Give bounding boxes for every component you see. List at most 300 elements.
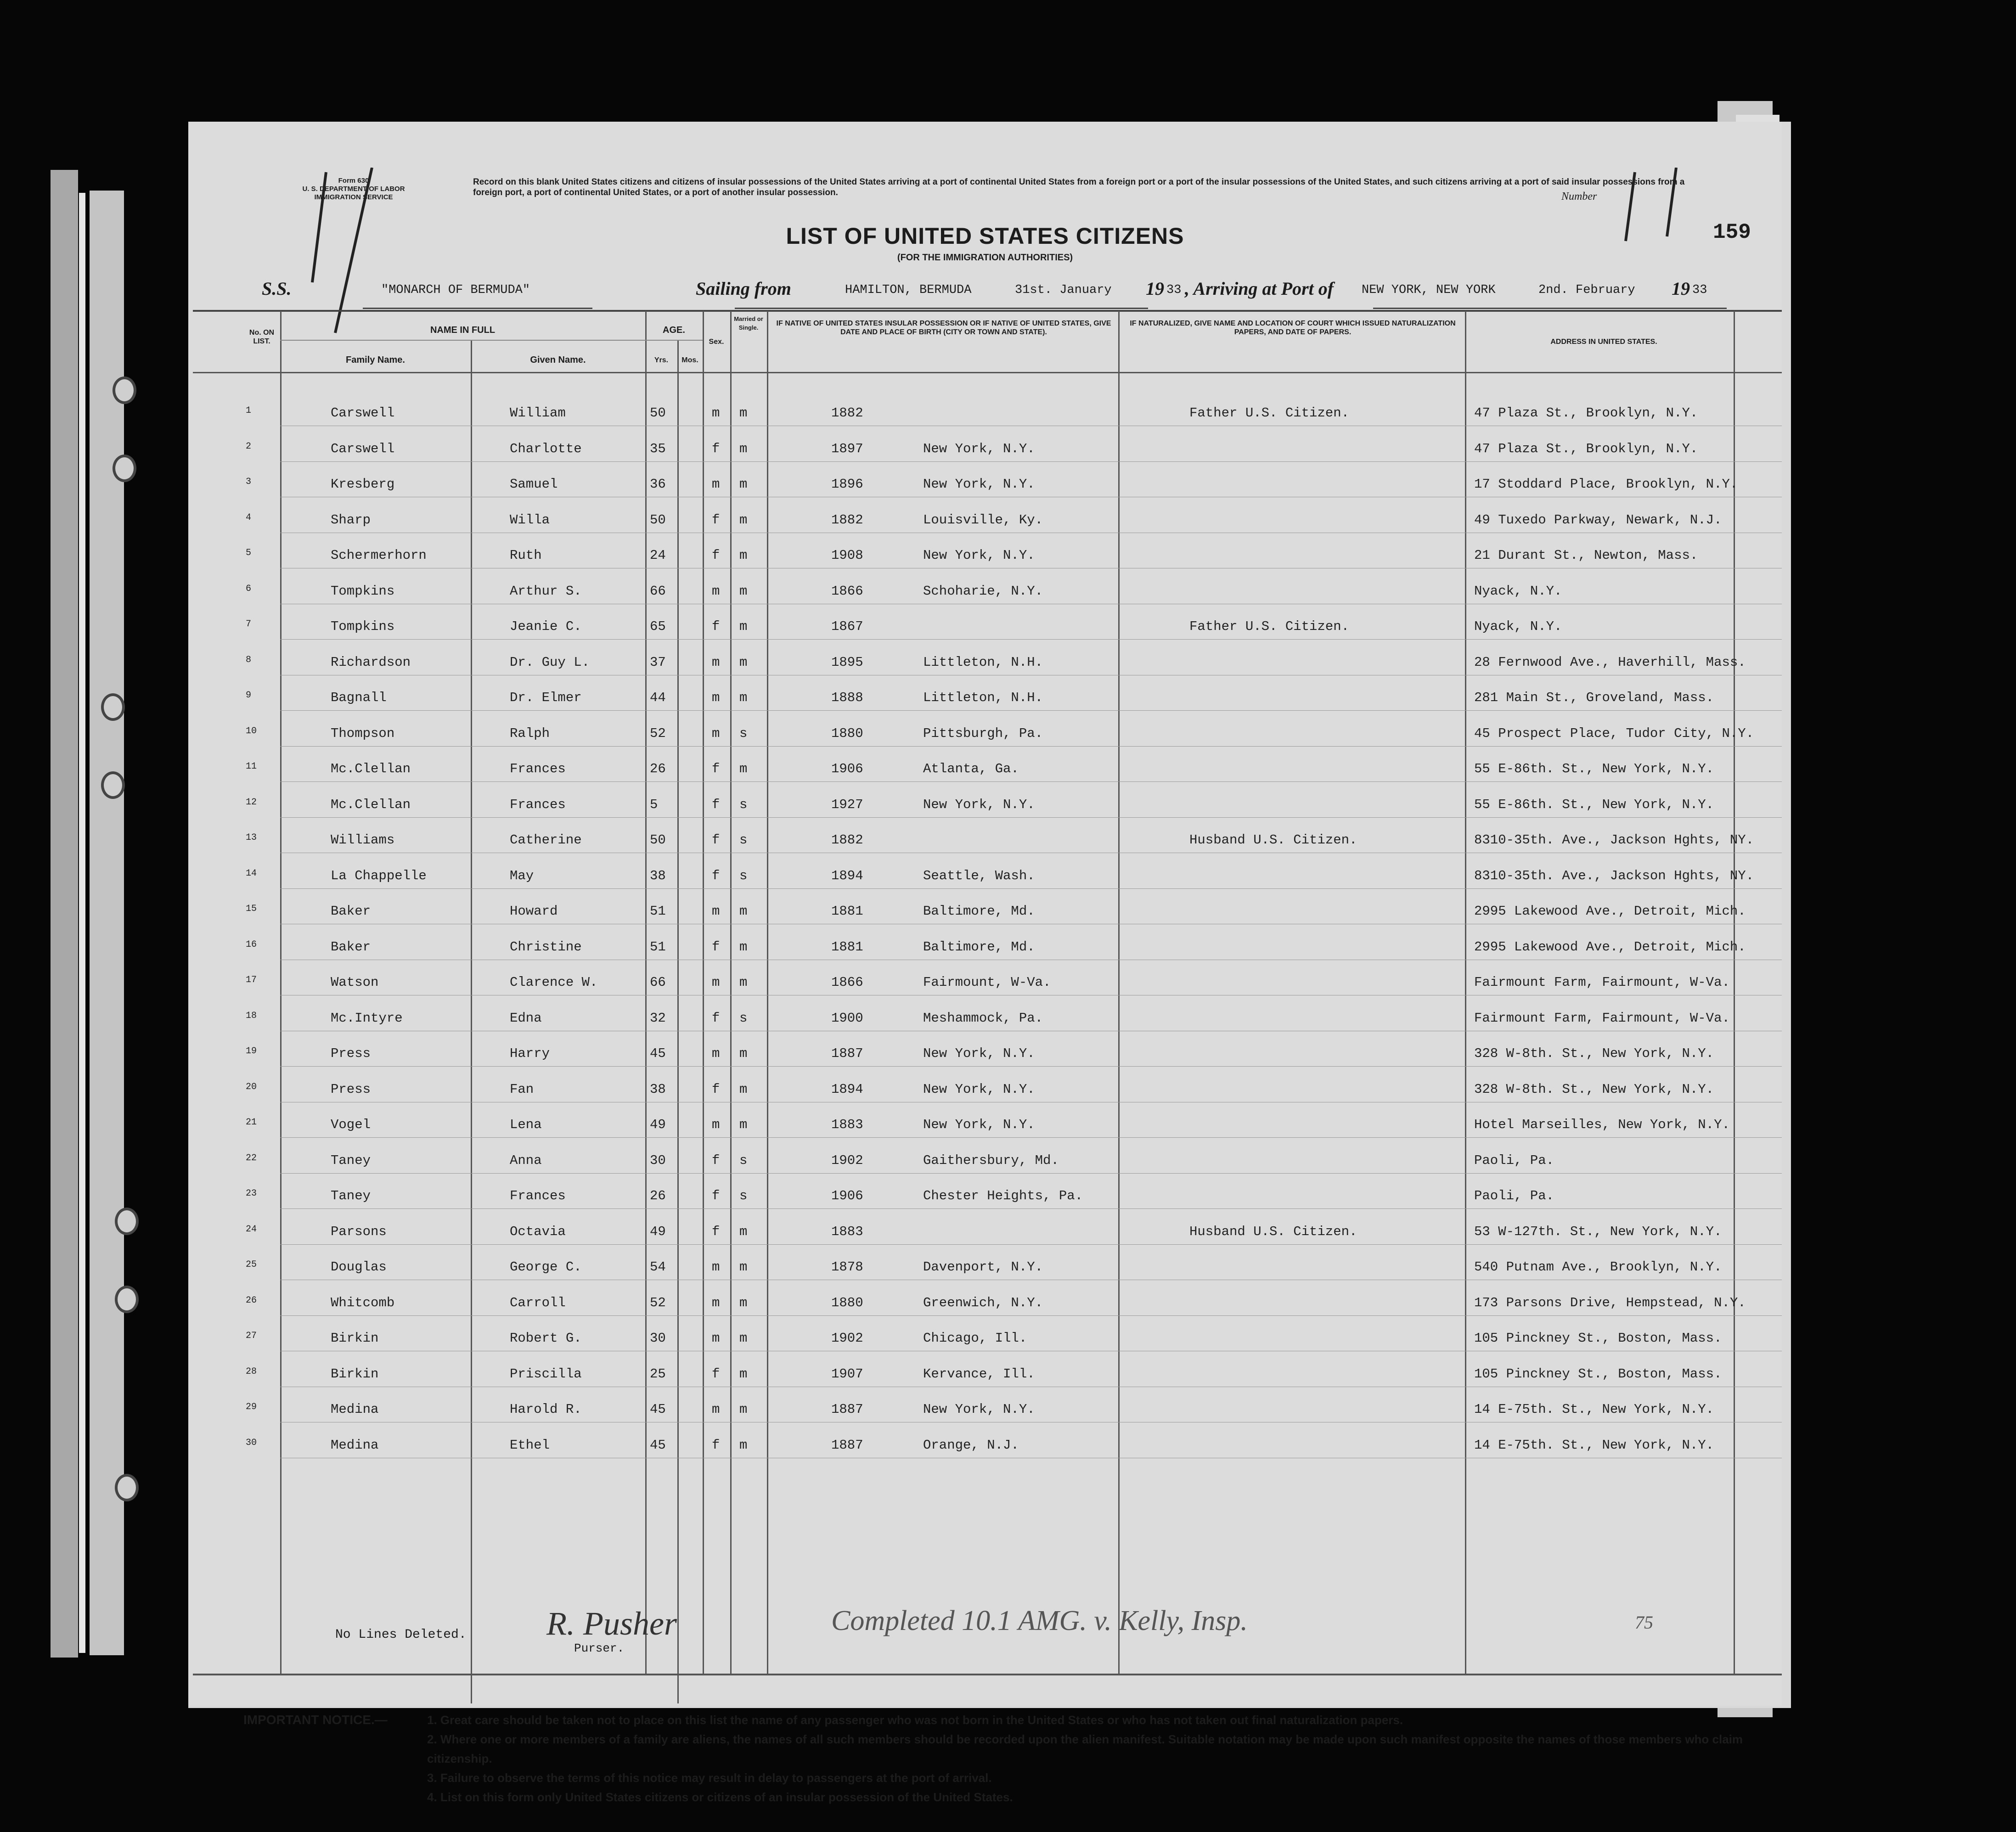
cell-row-number: 20 — [246, 1081, 257, 1092]
cell-family-name: Birkin — [331, 1366, 379, 1382]
cell-address: 53 W-127th. St., New York, N.Y. — [1474, 1224, 1722, 1239]
cell-birth-year: 1887 — [831, 1046, 863, 1061]
table-row — [188, 1358, 1782, 1394]
completed-note: Completed 10.1 AMG. v. Kelly, Insp. — [831, 1605, 1248, 1636]
cell-family-name: Mc.Clellan — [331, 797, 411, 812]
cell-age: 49 — [650, 1117, 666, 1132]
table-row — [188, 1322, 1782, 1358]
binder-strip — [90, 191, 124, 1655]
arriving-label: , Arriving at Port of — [1185, 278, 1334, 299]
binder-hole — [101, 693, 125, 721]
cell-birth-place: New York, N.Y. — [923, 477, 1035, 492]
row-rule — [280, 746, 1782, 747]
binder-strip — [79, 193, 85, 1653]
cell-birth-year: 1894 — [831, 868, 863, 883]
cell-age: 37 — [650, 654, 666, 670]
cell-marital-status: s — [739, 868, 748, 883]
cell-birth-place: New York, N.Y. — [923, 797, 1035, 812]
cell-birth-year: 1906 — [831, 1188, 863, 1203]
table-row — [188, 1038, 1782, 1073]
table-row — [188, 646, 1782, 682]
cell-address: 49 Tuxedo Parkway, Newark, N.J. — [1474, 512, 1722, 528]
cell-sex: f — [712, 761, 720, 776]
number-label: Number — [1561, 191, 1597, 202]
cell-row-number: 28 — [246, 1366, 257, 1377]
cell-given-name: Ethel — [510, 1437, 550, 1453]
cell-birth-year: 1878 — [831, 1259, 863, 1275]
cell-marital-status: m — [739, 761, 748, 776]
binder-hole — [113, 455, 136, 482]
cell-address: 2995 Lakewood Ave., Detroit, Mich. — [1474, 904, 1746, 919]
table-bottom-border — [193, 1674, 1782, 1675]
cell-sex: m — [712, 477, 720, 492]
cell-naturalization: Father U.S. Citizen. — [1189, 619, 1350, 634]
cell-age: 52 — [650, 1295, 666, 1310]
cell-birth-place: Schoharie, N.Y. — [923, 583, 1043, 599]
cell-age: 38 — [650, 868, 666, 883]
cell-family-name: Medina — [331, 1402, 379, 1417]
cell-birth-year: 1883 — [831, 1117, 863, 1132]
cell-given-name: Edna — [510, 1010, 542, 1026]
cell-birth-place: Chicago, Ill. — [923, 1331, 1027, 1346]
underline — [363, 308, 592, 309]
table-row — [188, 397, 1782, 433]
cell-birth-place: Gaithersbury, Md. — [923, 1152, 1059, 1168]
cell-sex: f — [712, 619, 720, 634]
cell-row-number: 21 — [246, 1117, 257, 1128]
cell-address: 328 W-8th. St., New York, N.Y. — [1474, 1046, 1714, 1061]
cell-family-name: Thompson — [331, 725, 395, 741]
cell-address: 14 E-75th. St., New York, N.Y. — [1474, 1437, 1714, 1453]
cell-sex: m — [712, 1331, 720, 1346]
table-row — [188, 1394, 1782, 1429]
notice-item: 4. List on this form only United States citizens or citizens of an insular possession of the United States. — [427, 1790, 1013, 1804]
table-row — [188, 611, 1782, 646]
cell-family-name: Whitcomb — [331, 1295, 395, 1310]
cell-birth-place: Baltimore, Md. — [923, 939, 1035, 955]
cell-row-number: 10 — [246, 725, 257, 736]
header-name: NAME IN FULL — [430, 325, 496, 335]
page-number: 159 — [1713, 220, 1751, 244]
header-no: No. ON LIST. — [249, 329, 275, 345]
cell-marital-status: m — [739, 975, 748, 990]
manifest-page — [188, 122, 1782, 1804]
row-rule — [280, 1208, 1782, 1209]
cell-sex: m — [712, 583, 720, 599]
cell-birth-place: Atlanta, Ga. — [923, 761, 1019, 776]
header-yrs: Yrs. — [654, 356, 669, 364]
row-rule — [280, 888, 1782, 889]
cell-sex: f — [712, 1366, 720, 1382]
table-row — [188, 931, 1782, 967]
cell-birth-year: 1908 — [831, 548, 863, 563]
underline — [1373, 308, 1727, 309]
cell-age: 25 — [650, 1366, 666, 1382]
cell-address: 17 Stoddard Place, Brooklyn, N.Y. — [1474, 477, 1738, 492]
cell-birth-place: Greenwich, N.Y. — [923, 1295, 1043, 1310]
cell-sex: f — [712, 548, 720, 563]
cell-marital-status: s — [739, 1010, 748, 1026]
cell-row-number: 8 — [246, 654, 252, 665]
cell-birth-year: 1881 — [831, 904, 863, 919]
cell-given-name: Clarence W. — [510, 975, 598, 990]
cell-row-number: 6 — [246, 583, 252, 594]
cell-address: 2995 Lakewood Ave., Detroit, Mich. — [1474, 939, 1746, 955]
cell-marital-status: m — [739, 654, 748, 670]
cell-address: 28 Fernwood Ave., Haverhill, Mass. — [1474, 654, 1746, 670]
header-divider — [280, 340, 703, 341]
cell-row-number: 3 — [246, 477, 252, 487]
cell-birth-place: Littleton, N.H. — [923, 654, 1043, 670]
table-row — [188, 1002, 1782, 1038]
cell-address: 281 Main St., Groveland, Mass. — [1474, 690, 1714, 705]
cell-sex: m — [712, 975, 720, 990]
cell-given-name: Robert G. — [510, 1331, 582, 1346]
cell-given-name: Jeanie C. — [510, 619, 582, 634]
cell-birth-place: New York, N.Y. — [923, 1402, 1035, 1417]
table-row — [188, 789, 1782, 824]
cell-birth-year: 1894 — [831, 1081, 863, 1097]
cell-row-number: 26 — [246, 1295, 257, 1306]
cell-row-number: 9 — [246, 690, 252, 701]
cell-sex: f — [712, 939, 720, 955]
cell-birth-place: Fairmount, W-Va. — [923, 975, 1051, 990]
underline — [735, 308, 1148, 309]
row-rule — [280, 817, 1782, 818]
cell-age: 30 — [650, 1152, 666, 1168]
sailing-label: Sailing from — [696, 278, 791, 299]
row-rule — [280, 1315, 1782, 1316]
cell-row-number: 17 — [246, 975, 257, 985]
cell-address: Fairmount Farm, Fairmount, W-Va. — [1474, 975, 1730, 990]
cell-family-name: Tompkins — [331, 619, 395, 634]
form-number: Form 630 — [338, 177, 369, 185]
table-row — [188, 1251, 1782, 1287]
cell-family-name: La Chappelle — [331, 868, 427, 883]
cell-address: Hotel Marseilles, New York, N.Y. — [1474, 1117, 1730, 1132]
cell-naturalization: Husband U.S. Citizen. — [1189, 1224, 1357, 1239]
cell-sex: m — [712, 1402, 720, 1417]
cell-naturalization: Father U.S. Citizen. — [1189, 405, 1350, 421]
cell-age: 44 — [650, 690, 666, 705]
year-prefix: 19 — [1146, 278, 1164, 299]
cell-family-name: Douglas — [331, 1259, 387, 1275]
cell-birth-year: 1902 — [831, 1331, 863, 1346]
cell-given-name: Anna — [510, 1152, 542, 1168]
cell-marital-status: m — [739, 939, 748, 955]
cell-row-number: 15 — [246, 904, 257, 914]
binder-hole — [115, 1208, 139, 1235]
cell-sex: m — [712, 1117, 720, 1132]
cell-birth-year: 1907 — [831, 1366, 863, 1382]
cell-given-name: Frances — [510, 797, 566, 812]
cell-birth-place: New York, N.Y. — [923, 1046, 1035, 1061]
cell-birth-year: 1888 — [831, 690, 863, 705]
cell-marital-status: m — [739, 583, 748, 599]
cell-family-name: Richardson — [331, 654, 411, 670]
cell-birth-place: New York, N.Y. — [923, 1081, 1035, 1097]
cell-birth-year: 1895 — [831, 654, 863, 670]
year-prefix: 19 — [1672, 278, 1690, 299]
table-row — [188, 824, 1782, 860]
cell-family-name: Vogel — [331, 1117, 371, 1132]
cell-family-name: Mc.Intyre — [331, 1010, 403, 1026]
cell-birth-year: 1880 — [831, 1295, 863, 1310]
cell-address: 47 Plaza St., Brooklyn, N.Y. — [1474, 405, 1698, 421]
cell-family-name: Tompkins — [331, 583, 395, 599]
cell-family-name: Press — [331, 1081, 371, 1097]
cell-birth-place: Pittsburgh, Pa. — [923, 725, 1043, 741]
cell-marital-status: m — [739, 1081, 748, 1097]
cell-family-name: Mc.Clellan — [331, 761, 411, 776]
cell-family-name: Parsons — [331, 1224, 387, 1239]
cell-address: Nyack, N.Y. — [1474, 619, 1562, 634]
cell-sex: f — [712, 868, 720, 883]
cell-marital-status: m — [739, 405, 748, 421]
table-row — [188, 1109, 1782, 1144]
cell-birth-place: New York, N.Y. — [923, 548, 1035, 563]
cell-row-number: 2 — [246, 441, 252, 452]
cell-given-name: Harry — [510, 1046, 550, 1061]
cell-row-number: 11 — [246, 761, 257, 772]
cell-given-name: Frances — [510, 761, 566, 776]
cell-birth-year: 1902 — [831, 1152, 863, 1168]
cell-age: 45 — [650, 1046, 666, 1061]
table-row — [188, 682, 1782, 717]
cell-age: 50 — [650, 832, 666, 848]
table-row — [188, 575, 1782, 611]
notice-label: IMPORTANT NOTICE.— — [243, 1713, 388, 1727]
header-divider — [193, 372, 1782, 373]
cell-family-name: Birkin — [331, 1331, 379, 1346]
cell-marital-status: m — [739, 904, 748, 919]
cell-given-name: Frances — [510, 1188, 566, 1203]
cell-family-name: Sharp — [331, 512, 371, 528]
header-naturalized: IF NATURALIZED, GIVE NAME AND LOCATION OF COURT WHICH ISSUED NATURALIZATION PAPERS, AND DATE OF PAPERS. — [1130, 320, 1456, 336]
cell-address: 47 Plaza St., Brooklyn, N.Y. — [1474, 441, 1698, 456]
cell-age: 36 — [650, 477, 666, 492]
cell-age: 66 — [650, 975, 666, 990]
cell-row-number: 30 — [246, 1437, 257, 1448]
cell-birth-year: 1882 — [831, 512, 863, 528]
cell-sex: f — [712, 512, 720, 528]
cell-address: 8310-35th. Ave., Jackson Hghts, NY. — [1474, 832, 1754, 848]
service: IMMIGRATION SERVICE — [314, 193, 393, 201]
cell-family-name: Carswell — [331, 405, 395, 421]
cell-sex: m — [712, 405, 720, 421]
ship-name: "MONARCH OF BERMUDA" — [381, 283, 530, 297]
binder-hole — [101, 771, 125, 799]
cell-birth-year: 1867 — [831, 619, 863, 634]
cell-address: 105 Pinckney St., Boston, Mass. — [1474, 1366, 1722, 1382]
table-row — [188, 1180, 1782, 1215]
cell-marital-status: m — [739, 1437, 748, 1453]
header-address: ADDRESS IN UNITED STATES. — [1550, 338, 1657, 346]
cell-address: 8310-35th. Ave., Jackson Hghts, NY. — [1474, 868, 1754, 883]
cell-age: 50 — [650, 512, 666, 528]
cell-age: 51 — [650, 904, 666, 919]
cell-row-number: 22 — [246, 1152, 257, 1163]
cell-age: 51 — [650, 939, 666, 955]
cell-family-name: Baker — [331, 904, 371, 919]
cell-address: 14 E-75th. St., New York, N.Y. — [1474, 1402, 1714, 1417]
cell-sex: f — [712, 1010, 720, 1026]
cell-birth-place: Littleton, N.H. — [923, 690, 1043, 705]
cell-age: 24 — [650, 548, 666, 563]
cell-birth-year: 1897 — [831, 441, 863, 456]
cell-family-name: Carswell — [331, 441, 395, 456]
cell-row-number: 7 — [246, 619, 252, 629]
header-married: Married or Single. — [734, 315, 763, 331]
cell-family-name: Kresberg — [331, 477, 395, 492]
margin-note: 75 — [1635, 1612, 1653, 1633]
cell-given-name: William — [510, 405, 566, 421]
binder-hole — [113, 377, 136, 404]
cell-given-name: Ralph — [510, 725, 550, 741]
record-instructions: Record on this blank United States citizens and citizens of insular possessions of the United States arriving at a port of continental United States from a foreign port or a port of the insular possessions of the United States, and such citizens arriving at a port of said insular possessions from a foreign port, a port of continental United States, or a port of another insular possession. — [473, 177, 1685, 197]
header-sex: Sex. — [709, 338, 724, 346]
cell-birth-year: 1887 — [831, 1437, 863, 1453]
cell-age: 26 — [650, 1188, 666, 1203]
cell-family-name: Taney — [331, 1152, 371, 1168]
cell-sex: f — [712, 1152, 720, 1168]
cell-marital-status: s — [739, 1188, 748, 1203]
cell-row-number: 14 — [246, 868, 257, 879]
arrival-year: 33 — [1692, 283, 1707, 297]
cell-birth-place: Louisville, Ky. — [923, 512, 1043, 528]
cell-row-number: 13 — [246, 832, 257, 843]
cell-sex: m — [712, 725, 720, 741]
cell-birth-place: Kervance, Ill. — [923, 1366, 1035, 1382]
no-lines-deleted: No Lines Deleted. — [335, 1628, 467, 1642]
cell-family-name: Williams — [331, 832, 395, 848]
purser-signature: R. Pusher — [546, 1605, 677, 1642]
cell-birth-place: New York, N.Y. — [923, 441, 1035, 456]
cell-sex: f — [712, 1081, 720, 1097]
cell-naturalization: Husband U.S. Citizen. — [1189, 832, 1357, 848]
cell-birth-place: Baltimore, Md. — [923, 904, 1035, 919]
cell-marital-status: s — [739, 797, 748, 812]
cell-given-name: Howard — [510, 904, 558, 919]
cell-marital-status: m — [739, 1331, 748, 1346]
cell-family-name: Press — [331, 1046, 371, 1061]
cell-birth-year: 1887 — [831, 1402, 863, 1417]
notice-item: 1. Great care should be taken not to place on this list the name of any passenger who was not born in the United States or who has not taken out final naturalization papers. — [427, 1713, 1403, 1727]
cell-row-number: 25 — [246, 1259, 257, 1270]
table-row — [188, 1216, 1782, 1251]
cell-sex: f — [712, 441, 720, 456]
row-rule — [280, 1244, 1782, 1245]
binder-hole — [115, 1286, 139, 1313]
table-row — [188, 1287, 1782, 1322]
cell-given-name: Fan — [510, 1081, 534, 1097]
cell-age: 66 — [650, 583, 666, 599]
cell-given-name: Ruth — [510, 548, 542, 563]
departure-year: 33 — [1166, 283, 1182, 297]
cell-age: 45 — [650, 1402, 666, 1417]
cell-address: 328 W-8th. St., New York, N.Y. — [1474, 1081, 1714, 1097]
cell-address: 55 E-86th. St., New York, N.Y. — [1474, 797, 1714, 812]
table-row — [188, 860, 1782, 895]
table-row — [188, 1073, 1782, 1109]
header-age: AGE. — [663, 325, 685, 335]
cell-sex: f — [712, 1437, 720, 1453]
department: U. S. DEPARTMENT OF LABOR — [302, 185, 405, 193]
page-subtitle: (FOR THE IMMIGRATION AUTHORITIES) — [897, 253, 1073, 263]
page-title: LIST OF UNITED STATES CITIZENS — [786, 223, 1184, 249]
cell-age: 30 — [650, 1331, 666, 1346]
cell-marital-status: m — [739, 1402, 748, 1417]
cell-birth-year: 1880 — [831, 725, 863, 741]
cell-birth-year: 1866 — [831, 583, 863, 599]
cell-marital-status: m — [739, 441, 748, 456]
cell-family-name: Bagnall — [331, 690, 387, 705]
cell-marital-status: s — [739, 725, 748, 741]
cell-row-number: 4 — [246, 512, 252, 523]
notice-item: 2. Where one or more members of a family are aliens, the names of all such members should be recorded upon the alien manifest. Suitable notation may be made upon such manifest opposite the names of those members who claim citizenship. — [427, 1732, 1743, 1765]
cell-address: Paoli, Pa. — [1474, 1152, 1554, 1168]
cell-given-name: Lena — [510, 1117, 542, 1132]
cell-birth-year: 1906 — [831, 761, 863, 776]
arrival-port: NEW YORK, NEW YORK — [1362, 283, 1496, 297]
arrival-date: 2nd. February — [1538, 283, 1635, 297]
cell-sex: m — [712, 690, 720, 705]
binder-hole — [115, 1474, 139, 1501]
cell-sex: f — [712, 832, 720, 848]
cell-marital-status: m — [739, 1046, 748, 1061]
cell-age: 32 — [650, 1010, 666, 1026]
cell-age: 45 — [650, 1437, 666, 1453]
cell-marital-status: m — [739, 690, 748, 705]
cell-marital-status: m — [739, 1117, 748, 1132]
cell-sex: m — [712, 904, 720, 919]
cell-row-number: 24 — [246, 1224, 257, 1235]
table-row — [188, 967, 1782, 1002]
notice-item: 3. Failure to observe the terms of this notice may result in delay to passengers at the port of arrival. — [427, 1771, 992, 1785]
row-rule — [280, 1066, 1782, 1067]
cell-birth-place: Davenport, N.Y. — [923, 1259, 1043, 1275]
cell-family-name: Medina — [331, 1437, 379, 1453]
cell-address: Paoli, Pa. — [1474, 1188, 1554, 1203]
cell-given-name: Christine — [510, 939, 582, 955]
row-rule — [280, 1137, 1782, 1138]
cell-birth-year: 1896 — [831, 477, 863, 492]
header-mos: Mos. — [681, 356, 698, 364]
cell-birth-place: Chester Heights, Pa. — [923, 1188, 1083, 1203]
binder-strip — [51, 170, 78, 1658]
cell-birth-year: 1866 — [831, 975, 863, 990]
table-row — [188, 895, 1782, 931]
cell-birth-year: 1927 — [831, 797, 863, 812]
cell-address: 45 Prospect Place, Tudor City, N.Y. — [1474, 725, 1754, 741]
cell-sex: m — [712, 1259, 720, 1275]
cell-sex: f — [712, 1224, 720, 1239]
table-row — [188, 504, 1782, 539]
departure-port: HAMILTON, BERMUDA — [845, 283, 972, 297]
cell-family-name: Baker — [331, 939, 371, 955]
table-row — [188, 539, 1782, 575]
cell-given-name: May — [510, 868, 534, 883]
cell-family-name: Watson — [331, 975, 379, 990]
cell-family-name: Taney — [331, 1188, 371, 1203]
header-birth: IF NATIVE OF UNITED STATES INSULAR POSSESSION OR IF NATIVE OF UNITED STATES, GIVE DATE AND PLACE OF BIRTH (CITY OR TOWN AND STATE). — [776, 320, 1111, 336]
cell-age: 5 — [650, 797, 658, 812]
cell-age: 52 — [650, 725, 666, 741]
cell-birth-year: 1900 — [831, 1010, 863, 1026]
cell-marital-status: m — [739, 1224, 748, 1239]
cell-marital-status: m — [739, 619, 748, 634]
cell-marital-status: m — [739, 1366, 748, 1382]
